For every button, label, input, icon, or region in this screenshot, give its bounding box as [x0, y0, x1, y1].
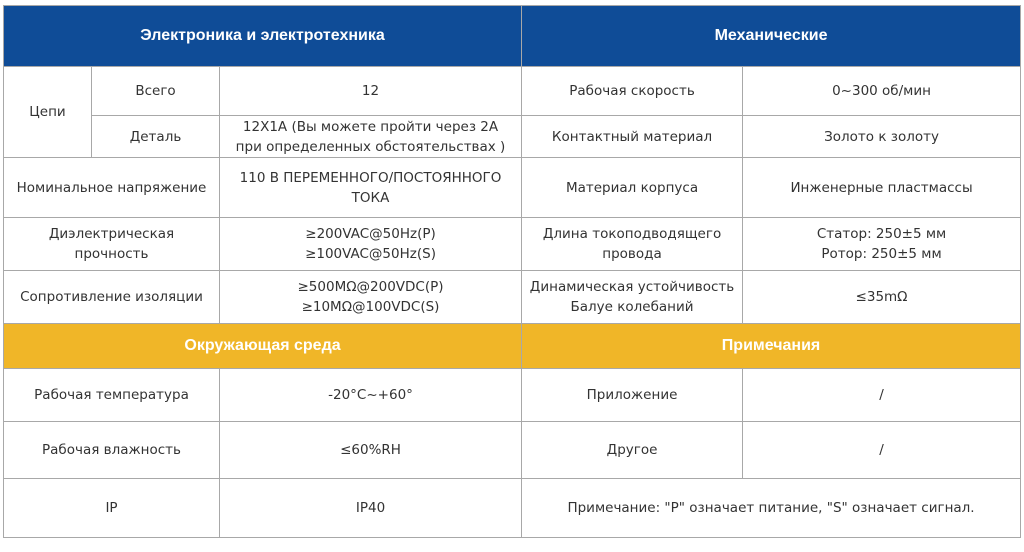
other-value: /	[743, 422, 1021, 479]
voltage-value-line-1: 110 В ПЕРЕМЕННОГО/ПОСТОЯННОГО	[239, 169, 502, 186]
table-row	[4, 218, 1021, 271]
insulation-value	[220, 271, 522, 324]
table-row	[4, 116, 1021, 158]
lead-label	[522, 218, 743, 271]
detail-value-line-1: 12X1A (Вы можете пройти через 2A	[242, 118, 499, 135]
ip-label: IP	[4, 479, 220, 538]
dielectric-value-line-1: ≥200VAC@50Hz(P)	[305, 226, 436, 242]
housing-label: Материал корпуса	[522, 158, 743, 218]
header-row-top	[4, 6, 1021, 67]
dynamic-label-line-1: Динамическая устойчивость	[529, 279, 735, 295]
table-row	[4, 158, 1021, 218]
detail-value-line-2: при определенных обстоятельствах )	[235, 138, 506, 155]
header-mechanical: Механические	[522, 6, 1021, 67]
detail-label: Деталь	[92, 116, 220, 158]
contact-value: Золото к золоту	[743, 116, 1021, 158]
speed-label: Рабочая скорость	[522, 67, 743, 116]
dielectric-label: Диэлектрическая прочность	[4, 218, 220, 271]
table-row	[4, 479, 1021, 538]
housing-value: Инженерные пластмассы	[743, 158, 1021, 218]
table-row	[4, 422, 1021, 479]
insulation-value-line-1: ≥500MΩ@200VDC(P)	[297, 279, 444, 295]
contact-label: Контактный материал	[522, 116, 743, 158]
dielectric-value-line-2: ≥100VAC@50Hz(S)	[305, 246, 436, 262]
header-row-bottom	[4, 324, 1021, 369]
total-value: 12	[220, 67, 522, 116]
temp-label: Рабочая температура	[4, 369, 220, 422]
voltage-value-line-2: ТОКА	[351, 189, 390, 206]
lead-value-line-1: Статор: 250±5 мм	[816, 226, 947, 242]
other-label: Другое	[522, 422, 743, 479]
lead-label-line-2: провода	[602, 246, 662, 262]
detail-value	[220, 116, 522, 158]
dynamic-label	[522, 271, 743, 324]
voltage-value	[220, 158, 522, 218]
dynamic-value: ≤35mΩ	[743, 271, 1021, 324]
application-value: /	[743, 369, 1021, 422]
header-environment: Окружающая среда	[4, 324, 522, 369]
ip-value: IP40	[220, 479, 522, 538]
speed-value: 0~300 об/мин	[743, 67, 1021, 116]
dynamic-label-line-2: Балуе колебаний	[570, 299, 694, 315]
total-label: Всего	[92, 67, 220, 116]
table-row	[4, 271, 1021, 324]
voltage-label: Номинальное напряжение	[4, 158, 220, 218]
circuits-label: Цепи	[4, 67, 92, 158]
insulation-label: Сопротивление изоляции	[4, 271, 220, 324]
table-row	[4, 67, 1021, 116]
footnote: Примечание: "P" означает питание, "S" означает сигнал.	[522, 479, 1021, 538]
lead-value	[743, 218, 1021, 271]
application-label: Приложение	[522, 369, 743, 422]
humidity-value: ≤60%RH	[220, 422, 522, 479]
spec-table	[3, 5, 1021, 538]
lead-label-line-1: Длина токоподводящего	[542, 226, 722, 242]
dielectric-value	[220, 218, 522, 271]
table-row	[4, 369, 1021, 422]
lead-value-line-2: Ротор: 250±5 мм	[821, 246, 942, 262]
insulation-value-line-2: ≥10MΩ@100VDC(S)	[301, 299, 440, 315]
header-electronics: Электроника и электротехника	[4, 6, 522, 67]
header-notes: Примечания	[522, 324, 1021, 369]
humidity-label: Рабочая влажность	[4, 422, 220, 479]
temp-value: -20°C~+60°	[220, 369, 522, 422]
